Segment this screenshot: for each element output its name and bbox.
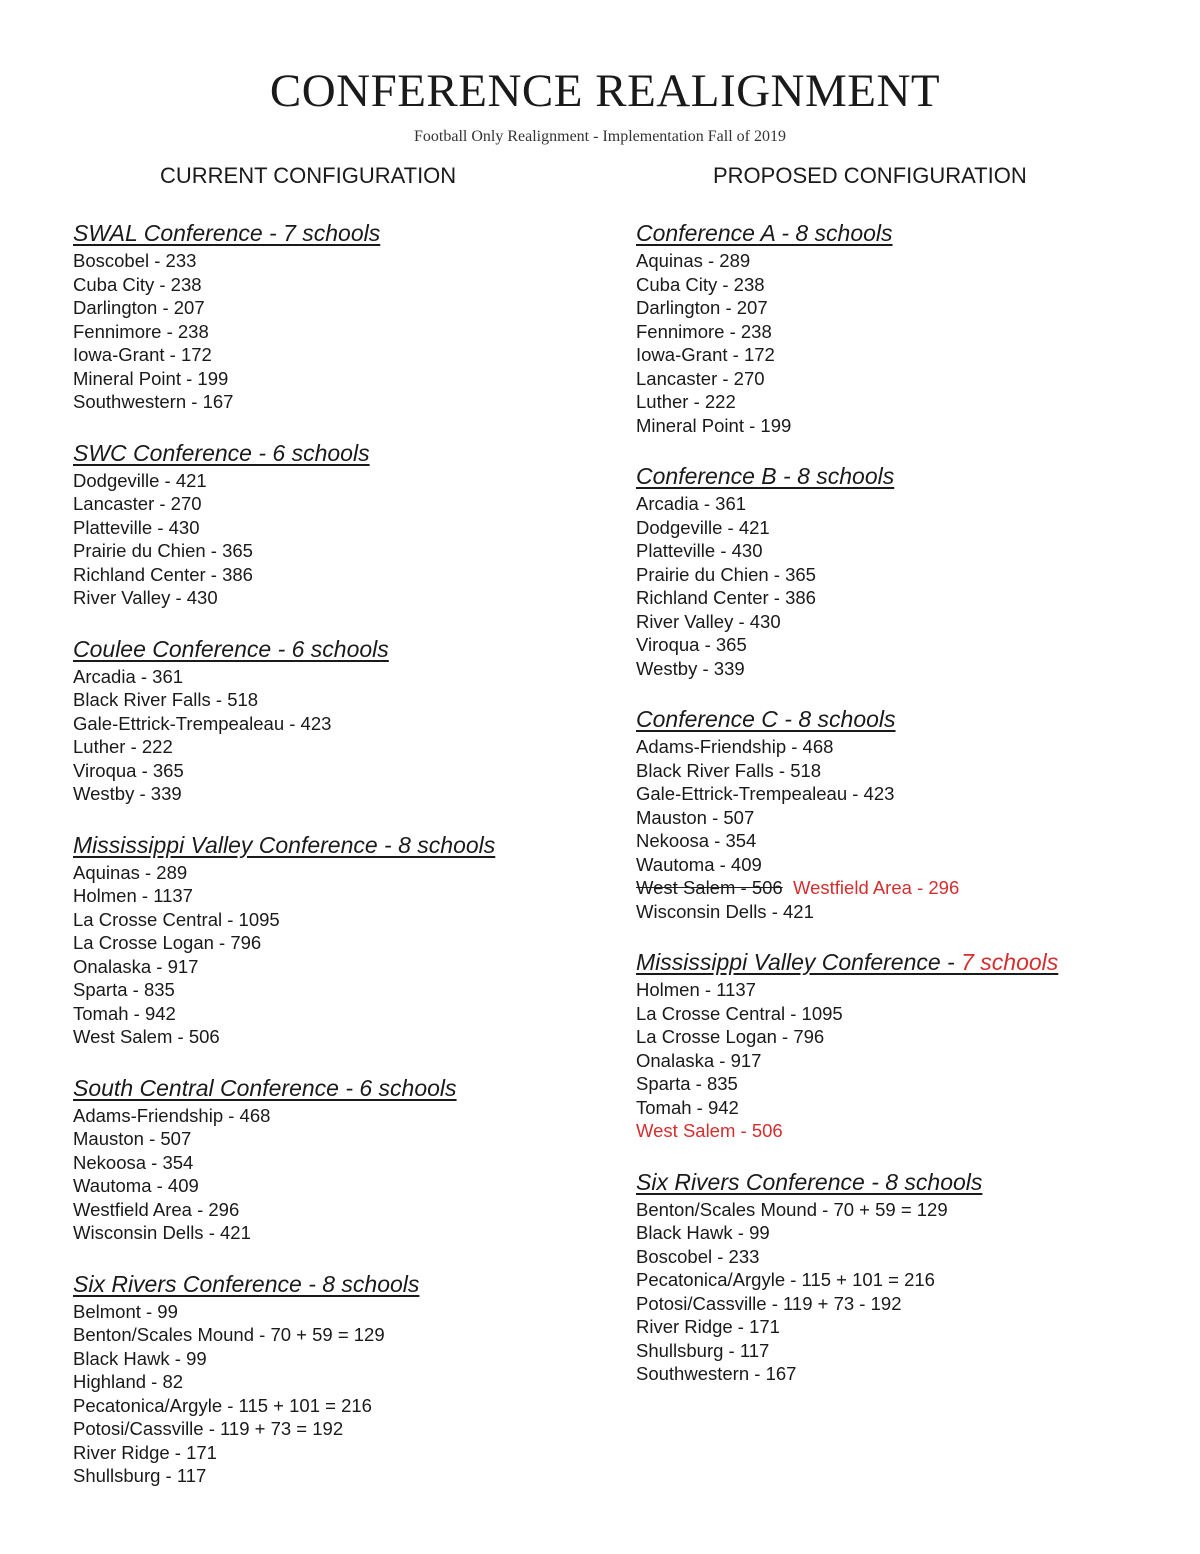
conference-title: Six Rivers Conference - 8 schools xyxy=(636,1168,983,1195)
school-row: Tomah - 942 xyxy=(636,1096,739,1118)
school-row: Westfield Area - 296 xyxy=(73,1198,240,1220)
conference-group-c xyxy=(636,704,1058,923)
school-row: Aquinas - 289 xyxy=(73,861,188,883)
conference-title: Six Rivers Conference - 8 schools xyxy=(73,1270,420,1297)
school-row: Boscobel - 233 xyxy=(73,250,197,271)
school-row: Wisconsin Dells - 421 xyxy=(636,900,814,922)
conference-title xyxy=(636,947,1058,977)
conference-group-coulee xyxy=(73,634,495,806)
school-row: Belmont - 99 xyxy=(73,1300,178,1322)
conference-title-count: 7 schools xyxy=(961,949,1059,975)
school-row: Platteville - 430 xyxy=(636,540,763,561)
school-row: Holmen - 1137 xyxy=(73,885,193,906)
school-row: La Crosse Logan - 796 xyxy=(636,1026,825,1047)
school-row: Benton/Scales Mound - 70 + 59 = 129 xyxy=(73,1324,385,1345)
conference-group-b xyxy=(636,461,1058,680)
school-row: Black Hawk - 99 xyxy=(73,1347,207,1369)
school-row: Gale-Ettrick-Trempealeau - 423 xyxy=(73,712,332,734)
school-row: Westby - 339 xyxy=(73,783,182,804)
school-row: Boscobel - 233 xyxy=(636,1245,760,1267)
school-row: Iowa-Grant - 172 xyxy=(73,344,212,365)
school-row: Arcadia - 361 xyxy=(636,493,747,514)
school-row: Southwestern - 167 xyxy=(73,391,234,412)
school-row: Wautoma - 409 xyxy=(73,1175,199,1196)
school-row: Darlington - 207 xyxy=(636,297,768,318)
school-row: Richland Center - 386 xyxy=(73,563,253,585)
school-row: Dodgeville - 421 xyxy=(73,469,207,491)
school-row: Luther - 222 xyxy=(73,736,173,757)
school-row: Cuba City - 238 xyxy=(636,273,765,295)
school-row: Prairie du Chien - 365 xyxy=(636,563,816,585)
school-row: Potosi/Cassville - 119 + 73 = 192 xyxy=(73,1418,344,1439)
school-row: Westby - 339 xyxy=(636,657,745,679)
conference-title: SWC Conference - 6 schools xyxy=(73,439,370,466)
school-row: River Valley - 430 xyxy=(636,610,781,632)
conference-group-mississippi-valley xyxy=(73,830,495,1049)
conference-title-prefix: Mississippi Valley Conference - xyxy=(636,949,962,975)
page-subtitle: Football Only Realignment - Implementation Fall of 2019 xyxy=(414,128,786,145)
school-row: Nekoosa - 354 xyxy=(73,1151,194,1173)
replacement-school: Westfield Area - 296 xyxy=(792,877,960,898)
conference-title: Conference C - 8 schools xyxy=(636,706,896,732)
school-row: Richland Center - 386 xyxy=(636,587,816,608)
school-row: Black River Falls - 518 xyxy=(636,759,822,781)
school-row: Benton/Scales Mound - 70 + 59 = 129 xyxy=(636,1198,948,1220)
school-row: Fennimore - 238 xyxy=(636,320,772,342)
school-row: Fennimore - 238 xyxy=(73,320,209,342)
conference-group-a xyxy=(636,218,1058,437)
school-row: Potosi/Cassville - 119 + 73 - 192 xyxy=(636,1292,902,1314)
school-row: Mauston - 507 xyxy=(73,1128,192,1149)
school-row: Dodgeville - 421 xyxy=(636,516,770,538)
school-row: Wautoma - 409 xyxy=(636,853,762,875)
struck-school: West Salem - 506 xyxy=(636,877,783,898)
school-row-moved: West Salem - 506 xyxy=(636,1120,783,1141)
school-row: Holmen - 1137 xyxy=(636,979,756,1000)
school-row: Viroqua - 365 xyxy=(636,634,747,655)
page-title: CONFERENCE REALIGNMENT xyxy=(269,65,941,117)
school-row: Darlington - 207 xyxy=(73,297,205,318)
proposed-configuration-column xyxy=(636,218,1058,1410)
school-row: Luther - 222 xyxy=(636,391,736,412)
school-row: Arcadia - 361 xyxy=(73,665,184,687)
school-row: Tomah - 942 xyxy=(73,1002,176,1024)
conference-title: South Central Conference - 6 schools xyxy=(73,1074,457,1101)
conference-group-six-rivers xyxy=(636,1167,1058,1386)
current-configuration-column xyxy=(73,218,495,1512)
school-row: Onalaska - 917 xyxy=(73,955,199,977)
school-row: Viroqua - 365 xyxy=(73,759,184,781)
school-row: Onalaska - 917 xyxy=(636,1049,762,1071)
school-row: Prairie du Chien - 365 xyxy=(73,540,253,561)
school-row: La Crosse Central - 1095 xyxy=(73,908,280,930)
conference-title: SWAL Conference - 7 schools xyxy=(73,220,381,246)
conference-group-six-rivers xyxy=(73,1269,495,1488)
conference-title: Mississippi Valley Conference - 8 schools xyxy=(73,831,496,858)
school-row: Highland - 82 xyxy=(73,1371,184,1392)
school-row: River Ridge - 171 xyxy=(73,1441,217,1463)
school-row: Wisconsin Dells - 421 xyxy=(73,1222,251,1243)
school-row: Iowa-Grant - 172 xyxy=(636,344,775,365)
school-row-edited xyxy=(636,876,1058,900)
school-row: Platteville - 430 xyxy=(73,516,200,538)
school-row: Mauston - 507 xyxy=(636,806,755,828)
school-row: Southwestern - 167 xyxy=(636,1363,797,1384)
school-row: Adams-Friendship - 468 xyxy=(73,1104,271,1126)
school-row: La Crosse Central - 1095 xyxy=(636,1002,843,1024)
school-row: Nekoosa - 354 xyxy=(636,830,757,851)
conference-title: Conference A - 8 schools xyxy=(636,220,893,246)
school-row: Sparta - 835 xyxy=(636,1073,738,1094)
school-row: Pecatonica/Argyle - 115 + 101 = 216 xyxy=(636,1269,935,1290)
school-row: Black River Falls - 518 xyxy=(73,689,259,710)
school-row: Aquinas - 289 xyxy=(636,250,751,271)
school-row: Gale-Ettrick-Trempealeau - 423 xyxy=(636,783,895,804)
conference-group-swc xyxy=(73,438,495,610)
proposed-configuration-heading: PROPOSED CONFIGURATION xyxy=(713,163,1027,188)
school-row: Cuba City - 238 xyxy=(73,273,202,295)
school-row: Adams-Friendship - 468 xyxy=(636,736,834,757)
school-row: Black Hawk - 99 xyxy=(636,1222,770,1243)
conference-group-south-central xyxy=(73,1073,495,1245)
conference-group-swal xyxy=(73,218,495,414)
conference-title: Conference B - 8 schools xyxy=(636,463,895,489)
school-row: La Crosse Logan - 796 xyxy=(73,932,262,953)
school-row: Pecatonica/Argyle - 115 + 101 = 216 xyxy=(73,1394,372,1416)
school-row: River Valley - 430 xyxy=(73,587,218,608)
conference-group-mississippi-valley xyxy=(636,947,1058,1143)
school-row: Lancaster - 270 xyxy=(636,367,765,389)
school-row: River Ridge - 171 xyxy=(636,1316,780,1337)
school-row: Sparta - 835 xyxy=(73,979,175,1000)
school-row: Lancaster - 270 xyxy=(73,493,202,514)
school-row: Shullsburg - 117 xyxy=(73,1465,207,1486)
current-configuration-heading: CURRENT CONFIGURATION xyxy=(160,163,457,188)
school-row: West Salem - 506 xyxy=(73,1026,220,1047)
conference-title: Coulee Conference - 6 schools xyxy=(73,635,389,662)
school-row: Mineral Point - 199 xyxy=(73,367,229,389)
school-row: Mineral Point - 199 xyxy=(636,414,792,436)
school-row: Shullsburg - 117 xyxy=(636,1339,770,1361)
